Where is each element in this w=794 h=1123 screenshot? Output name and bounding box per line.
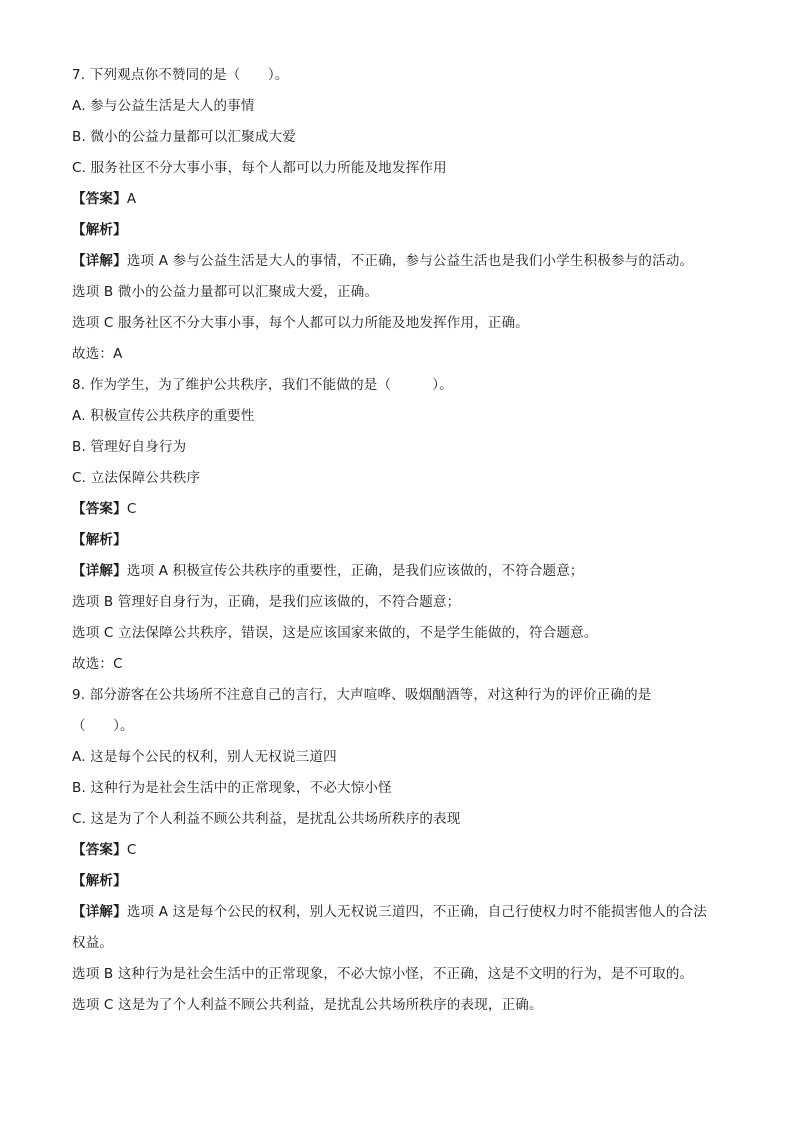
question-8-detail-1 <box>72 556 722 587</box>
detail-label: 【详解】 <box>72 563 127 579</box>
question-9-stem-line-1: 9. 部分游客在公共场所不注意自己的言行，大声喧哗、吸烟酗酒等，对这种行为的评价正确的是 <box>72 687 652 703</box>
detail-text: 选项 A 积极宣传公共秩序的重要性，正确，是我们应该做的，不符合题意； <box>126 563 584 579</box>
question-9-option-b: B. 这种行为是社会生活中的正常现象，不必大惊小怪 <box>72 780 392 796</box>
question-9-detail-2: 选项 B 这种行为是社会生活中的正常现象，不必大惊小怪，不正确，这是不文明的行为，是不可取的。 <box>72 966 694 982</box>
question-7-stem: 7. 下列观点你不赞同的是（ ）。 <box>72 67 289 83</box>
question-7-detail-2: 选项 B 微小的公益力量都可以汇聚成大爱，正确。 <box>72 284 379 300</box>
question-7-option-b: B. 微小的公益力量都可以汇聚成大爱 <box>72 129 296 145</box>
answer-label: 【答案】 <box>72 501 127 517</box>
question-7-detail-1 <box>72 246 722 277</box>
question-8-option-b: B. 管理好自身行为 <box>72 439 187 455</box>
question-9-option-a: A. 这是每个公民的权利，别人无权说三道四 <box>72 749 337 765</box>
question-9-detail-1-cont: 权益。 <box>72 935 114 951</box>
document-page <box>72 60 722 1021</box>
detail-text: 选项 A 这是每个公民的权利，别人无权说三道四，不正确，自己行使权力时不能损害他人的合法 <box>126 904 707 920</box>
question-9-answer <box>72 835 722 866</box>
question-8-answer <box>72 494 722 525</box>
question-8-option-c: C. 立法保障公共秩序 <box>72 470 201 486</box>
detail-text: 选项 A 参与公益生活是大人的事情，不正确，参与公益生活也是我们小学生积极参与的活动。 <box>126 253 694 269</box>
question-7-option-a: A. 参与公益生活是大人的事情 <box>72 98 255 114</box>
question-9-stem-line-2: （ ）。 <box>72 718 134 734</box>
question-7-analysis-label: 【解析】 <box>72 222 127 238</box>
question-8-analysis-label: 【解析】 <box>72 532 127 548</box>
question-9-detail-3: 选项 C 这是为了个人利益不顾公共利益，是扰乱公共场所秩序的表现，正确。 <box>72 997 543 1013</box>
question-8-detail-2: 选项 B 管理好自身行为，正确，是我们应该做的，不符合题意； <box>72 594 461 610</box>
detail-label: 【详解】 <box>72 253 127 269</box>
question-8-option-a: A. 积极宣传公共秩序的重要性 <box>72 408 255 424</box>
question-7-choose: 故选：A <box>72 346 123 362</box>
answer-label: 【答案】 <box>72 842 127 858</box>
question-7-answer <box>72 184 722 215</box>
answer-value: A <box>126 191 137 207</box>
answer-value: C <box>126 501 137 517</box>
question-8-choose: 故选：C <box>72 656 123 672</box>
question-9-detail-1 <box>72 897 722 928</box>
question-7-option-c: C. 服务社区不分大事小事，每个人都可以力所能及地发挥作用 <box>72 160 447 176</box>
question-9-option-c: C. 这是为了个人利益不顾公共利益，是扰乱公共场所秩序的表现 <box>72 811 461 827</box>
answer-label: 【答案】 <box>72 191 127 207</box>
question-9-analysis-label: 【解析】 <box>72 873 127 889</box>
answer-value: C <box>126 842 137 858</box>
question-7-detail-3: 选项 C 服务社区不分大事小事，每个人都可以力所能及地发挥作用，正确。 <box>72 315 530 331</box>
question-8-detail-3: 选项 C 立法保障公共秩序，错误，这是应该国家来做的，不是学生能做的，符合题意。 <box>72 625 598 641</box>
question-8-stem: 8. 作为学生，为了维护公共秩序，我们不能做的是（ ）。 <box>72 377 453 393</box>
detail-label: 【详解】 <box>72 904 127 920</box>
